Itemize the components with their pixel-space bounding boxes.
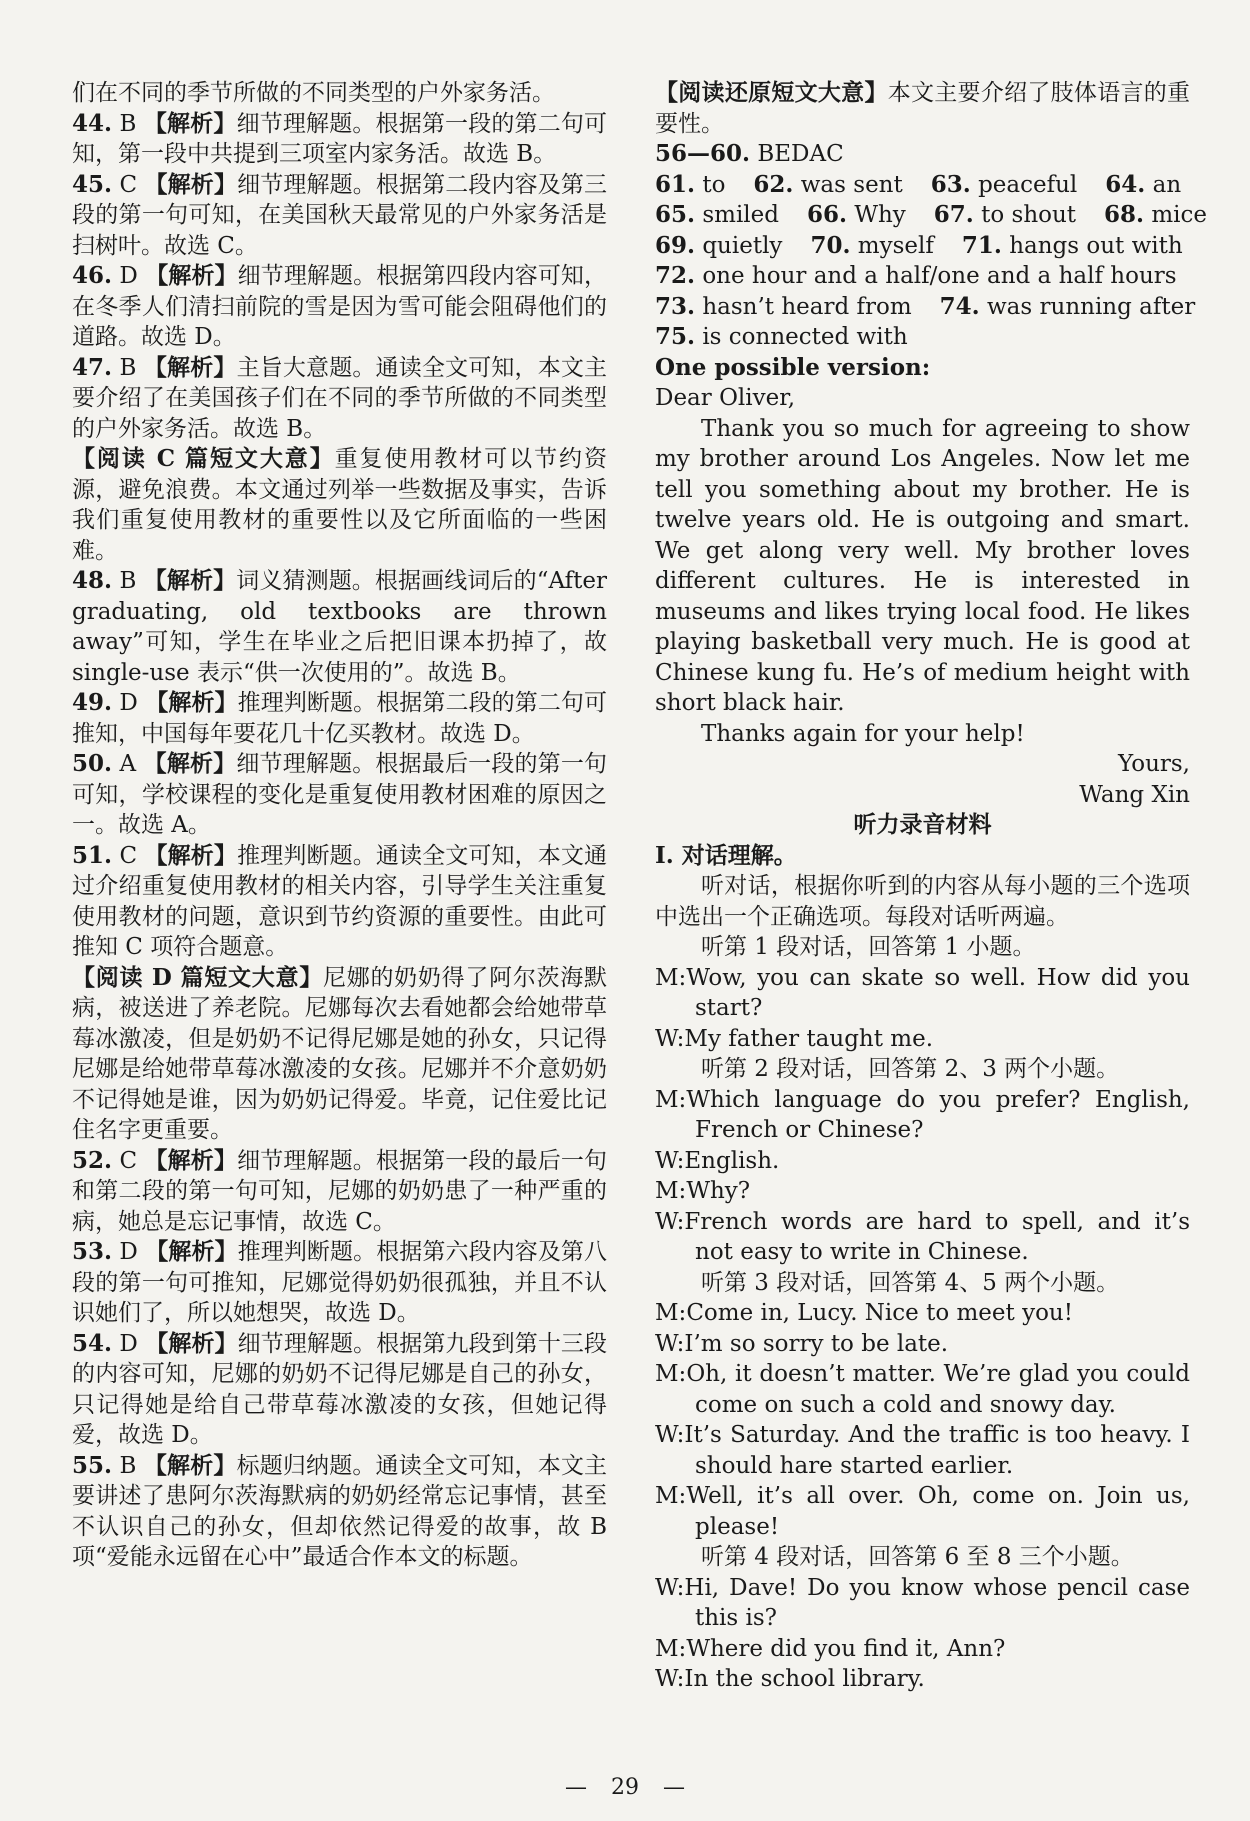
section-tag: 【阅读 D 篇短文大意】	[72, 963, 323, 991]
analysis-tag: 【解析】	[143, 750, 237, 777]
analysis-text: 细节理解题。根据第一段的第二句可知，第一段中共提到三项室内家务活。故选 B。	[72, 110, 608, 167]
answer-item	[72, 841, 607, 963]
analysis-text: 推理判断题。通读全文可知，本文通过介绍重复使用教材的相关内容，引导学生关注重复使用教材的问题，意识到节约资源的重要性。由此可推知 C 项符合题意。	[72, 842, 608, 960]
answer-item	[72, 109, 607, 170]
fill-answer: 73. hasn’t heard from	[655, 292, 912, 320]
analysis-text: 细节理解题。根据第二段内容及第三段的第一句可知，在美国秋天最常见的户外家务活是扫树叶。故选 C。	[72, 171, 608, 259]
dialogue-line	[655, 1207, 1190, 1268]
passage-summary	[72, 963, 607, 1146]
answer-choice: D	[119, 263, 138, 289]
answer-item	[72, 688, 607, 749]
utterance: English.	[684, 1147, 780, 1174]
answer-choice: C	[119, 842, 138, 869]
analysis-text: 细节理解题。根据第九段到第十三段的内容可知，尼娜的奶奶不记得尼娜是自己的孙女，只记得她是给自己带草莓冰激凌的女孩，但她记得爱，故选 D。	[72, 1330, 608, 1448]
question-number: 48.	[72, 567, 113, 594]
dialogue-transcript	[655, 932, 1190, 1695]
fill-answer: 66. Why	[807, 201, 906, 228]
utterance: I’m so sorry to be late.	[684, 1330, 949, 1357]
fill-answer: 75. is connected with	[655, 323, 908, 350]
dialogue-line	[655, 1024, 1190, 1055]
question-number: 53.	[72, 1238, 113, 1265]
speaker: W:	[655, 1147, 685, 1174]
answer-item	[72, 749, 607, 841]
speaker: M:	[655, 1635, 687, 1662]
question-range: 56—60.	[655, 140, 751, 167]
answer-choice: B	[119, 110, 137, 137]
utterance: French words are hard to spell, and it’s not easy to write in Chinese.	[684, 1208, 1190, 1265]
answer-choice: C	[119, 1147, 138, 1174]
fill-answer: 69. quietly	[655, 231, 783, 259]
fill-answer-row	[655, 322, 1190, 353]
section-text: 尼娜的奶奶得了阿尔茨海默病，被送进了养老院。尼娜每次去看她都会给她带草莓冰激凌，但是奶奶不记得尼娜是她的孙女，只记得尼娜是给她带草莓冰激凌的女孩。尼娜并不介意奶奶不记得她是谁，因为奶奶记得爱。毕竟，记住爱比记住名字更重要。	[72, 964, 608, 1143]
dialogue-line	[655, 1420, 1190, 1481]
analysis-text: 推理判断题。根据第六段内容及第八段的第一句可推知，尼娜觉得奶奶很孤独，并且不认识她们了，所以她想哭，故选 D。	[72, 1239, 608, 1326]
section-text: 本文主要介绍了肢体语言的重要性。	[655, 80, 1191, 137]
utterance: It’s Saturday. And the traffic is too heavy. I should hare started earlier.	[684, 1422, 1190, 1479]
dialogue-line	[655, 1176, 1190, 1207]
fill-answer: 74. was running after	[939, 292, 1196, 320]
analysis-tag: 【解析】	[144, 841, 238, 869]
answer-item	[72, 1329, 607, 1451]
question-number: 46.	[72, 262, 113, 289]
speaker: M:	[655, 1361, 687, 1387]
answer-choice: B	[119, 1452, 137, 1479]
answer-choice: C	[119, 171, 138, 198]
analysis-tag: 【解析】	[145, 689, 238, 716]
fill-answer: 68. mice	[1104, 201, 1208, 228]
question-number: 50.	[72, 750, 113, 777]
listening-title: 听力录音材料	[853, 811, 992, 838]
utterance: Where did you find it, Ann?	[686, 1635, 1006, 1662]
answer-item	[72, 1451, 607, 1573]
analysis-tag: 【解析】	[145, 262, 238, 289]
answer-choice: B	[119, 568, 137, 594]
question-number: 45.	[72, 170, 113, 198]
analysis-text: 推理判断题。根据第二段的第二句可推知，中国每年要花几十亿买教材。故选 D。	[72, 690, 608, 747]
letter-thanks: Thanks again for your help!	[701, 720, 1025, 747]
utterance: Oh, it doesn’t matter. We’re glad you could come on such a cold and snowy day.	[686, 1361, 1190, 1418]
letter-closing: Yours,	[1118, 751, 1190, 777]
analysis-text: 细节理解题。根据第四段内容可知，在冬季人们清扫前院的雪是因为雪可能会阻碍他们的道路。故选 D。	[72, 263, 608, 350]
question-number: 52.	[72, 1146, 113, 1174]
utterance: In the school library.	[684, 1666, 925, 1692]
analysis-tag: 【解析】	[143, 1451, 237, 1479]
fill-answer: 70. myself	[810, 231, 934, 259]
answer-letters: BEDAC	[757, 141, 844, 167]
dialogue-line	[655, 1085, 1190, 1146]
answer-choice: A	[119, 751, 137, 777]
fill-answer-row	[655, 231, 1190, 262]
listening-instructions: 听对话，根据你听到的内容从每小题的三个选项中选出一个正确选项。每段对话听两遍。	[655, 873, 1190, 930]
speaker: M:	[655, 1086, 687, 1113]
speaker: W:	[655, 1208, 685, 1235]
question-number: 51.	[72, 841, 113, 869]
fill-answer-row	[655, 292, 1196, 323]
letter-body: Thank you so much for agreeing to show my brother around Los Angeles. Now let me tell you something about my brother. He is twelve years old. He is outgoing and smart. We get along very well. My brother loves different cultures. He is interested in museums and likes trying local food. He likes playing basketball very much. He is good at Chinese kung fu. He’s of medium height with short black hair.	[655, 415, 1190, 716]
speaker: M:	[655, 964, 687, 991]
left-column	[72, 78, 607, 1573]
section-tag: 【阅读还原短文大意】	[655, 79, 888, 106]
letter-signature: Wang Xin	[1079, 781, 1190, 808]
answer-item	[72, 1237, 607, 1329]
dialogue-cue: 听第 2 段对话，回答第 2、3 两个小题。	[701, 1056, 1120, 1082]
analysis-text: 词义猜测题。根据画线词后的“After graduating, old textbooks are thrown away”可知，学生在毕业之后把旧课本扔掉了，故 single-use 表示“供一次使用的”。故选 B。	[72, 568, 608, 686]
dialogue-line	[655, 1481, 1190, 1542]
dialogue-cue: 听第 3 段对话，回答第 4、5 两个小题。	[701, 1269, 1120, 1296]
question-number: 55.	[72, 1451, 113, 1479]
fill-answer: 72. one hour and a half/one and a half hours	[655, 262, 1177, 289]
answer-item	[72, 170, 607, 262]
analysis-text: 细节理解题。根据第一段的最后一句和第二段的第一句可知，尼娜的奶奶患了一种严重的病，她总是忘记事情，故选 C。	[72, 1147, 608, 1235]
analysis-tag: 【解析】	[144, 170, 238, 198]
dialogue-line	[655, 1359, 1190, 1420]
analysis-tag: 【解析】	[144, 1146, 238, 1174]
analysis-tag: 【解析】	[145, 1238, 238, 1265]
fill-answer: 61. to	[655, 170, 726, 198]
dialogue-line	[655, 1573, 1190, 1634]
answer-item	[72, 1146, 607, 1238]
analysis-tag: 【解析】	[143, 109, 237, 137]
question-number: 54.	[72, 1329, 113, 1357]
question-number: 49.	[72, 689, 113, 716]
speaker: M:	[655, 1483, 687, 1509]
answer-choice: D	[119, 690, 138, 716]
speaker: M:	[655, 1178, 687, 1204]
dialogue-line	[655, 1664, 1190, 1695]
speaker: W:	[655, 1025, 685, 1052]
answer-item	[72, 261, 607, 353]
dialogue-cue: 听第 4 段对话，回答第 6 至 8 三个小题。	[701, 1544, 1134, 1570]
utterance: My father taught me.	[684, 1025, 934, 1052]
speaker: W:	[655, 1422, 685, 1448]
fill-answer-row	[655, 261, 1190, 292]
fill-answer: 71. hangs out with	[961, 231, 1183, 259]
speaker: W:	[655, 1574, 685, 1601]
version-heading: One possible version:	[655, 353, 931, 381]
question-number: 44.	[72, 109, 113, 137]
answer-item	[72, 353, 607, 445]
fill-answer: 63. peaceful	[930, 170, 1078, 198]
answers-56-60	[655, 139, 1190, 170]
analysis-tag: 【解析】	[143, 567, 237, 594]
fill-answer-row	[655, 170, 1190, 201]
speaker: W:	[655, 1666, 685, 1692]
left-items	[72, 109, 607, 1573]
letter-greeting: Dear Oliver,	[655, 385, 796, 411]
section-text: 重复使用教材可以节约资源，避免浪费。本文通过列举一些数据及事实，告诉我们重复使用教材的重要性以及它所面临的一些困难。	[72, 446, 607, 564]
analysis-tag: 【解析】	[143, 353, 237, 381]
question-number: 47.	[72, 353, 113, 381]
answer-choice: D	[119, 1330, 138, 1357]
right-column	[655, 78, 1208, 1695]
fill-answer-row	[655, 200, 1208, 231]
passage-summary	[72, 444, 607, 566]
utterance: Come in, Lucy. Nice to meet you!	[686, 1300, 1073, 1326]
analysis-text: 标题归纳题。通读全文可知，本文主要讲述了患阿尔茨海默病的奶奶经常忘记事情，甚至不认识自己的孙女，但却依然记得爱的故事，故 B 项“爱能永远留在心中”最适合作本文的标题。	[72, 1452, 608, 1570]
dialogue-line	[655, 963, 1190, 1024]
dialogue-line	[655, 1329, 1190, 1360]
passage-summary-restore	[655, 78, 1190, 139]
analysis-text: 主旨大意题。通读全文可知，本文主要介绍了在美国孩子们在不同的季节所做的不同类型的户外家务活。故选 B。	[72, 354, 608, 442]
dialogue-line	[655, 1298, 1190, 1329]
fill-in-answers	[655, 170, 1208, 353]
utterance: Hi, Dave! Do you know whose pencil case this is?	[684, 1574, 1190, 1631]
fill-answer: 65. smiled	[655, 201, 779, 228]
utterance: Wow, you can skate so well. How did you start?	[686, 964, 1190, 1021]
utterance: Which language do you prefer? English, French or Chinese?	[686, 1086, 1190, 1143]
fill-answer: 62. was sent	[753, 170, 903, 198]
left-continuation-text: 们在不同的季节所做的不同类型的户外家务活。	[72, 80, 555, 106]
dialogue-line	[655, 1146, 1190, 1177]
page-number: — 29 —	[565, 1775, 685, 1800]
dialogue-line	[655, 1634, 1190, 1665]
dialogue-cue: 听第 1 段对话，回答第 1 小题。	[701, 934, 1036, 960]
analysis-tag: 【解析】	[145, 1329, 238, 1357]
answer-choice: D	[119, 1239, 138, 1265]
listening-part-title: Ⅰ. 对话理解。	[655, 841, 797, 869]
answer-item	[72, 566, 607, 688]
utterance: Well, it’s all over. Oh, come on. Join us, please!	[686, 1483, 1190, 1540]
speaker: M:	[655, 1300, 687, 1326]
fill-answer: 67. to shout	[933, 201, 1077, 228]
analysis-text: 细节理解题。根据最后一段的第一句可知，学校课程的变化是重复使用教材困难的原因之一。故选 A。	[72, 751, 608, 838]
utterance: Why?	[686, 1178, 751, 1204]
answer-choice: B	[119, 354, 137, 381]
speaker: W:	[655, 1330, 685, 1357]
section-tag: 【阅读 C 篇短文大意】	[72, 445, 335, 472]
fill-answer: 64. an	[1105, 170, 1182, 198]
